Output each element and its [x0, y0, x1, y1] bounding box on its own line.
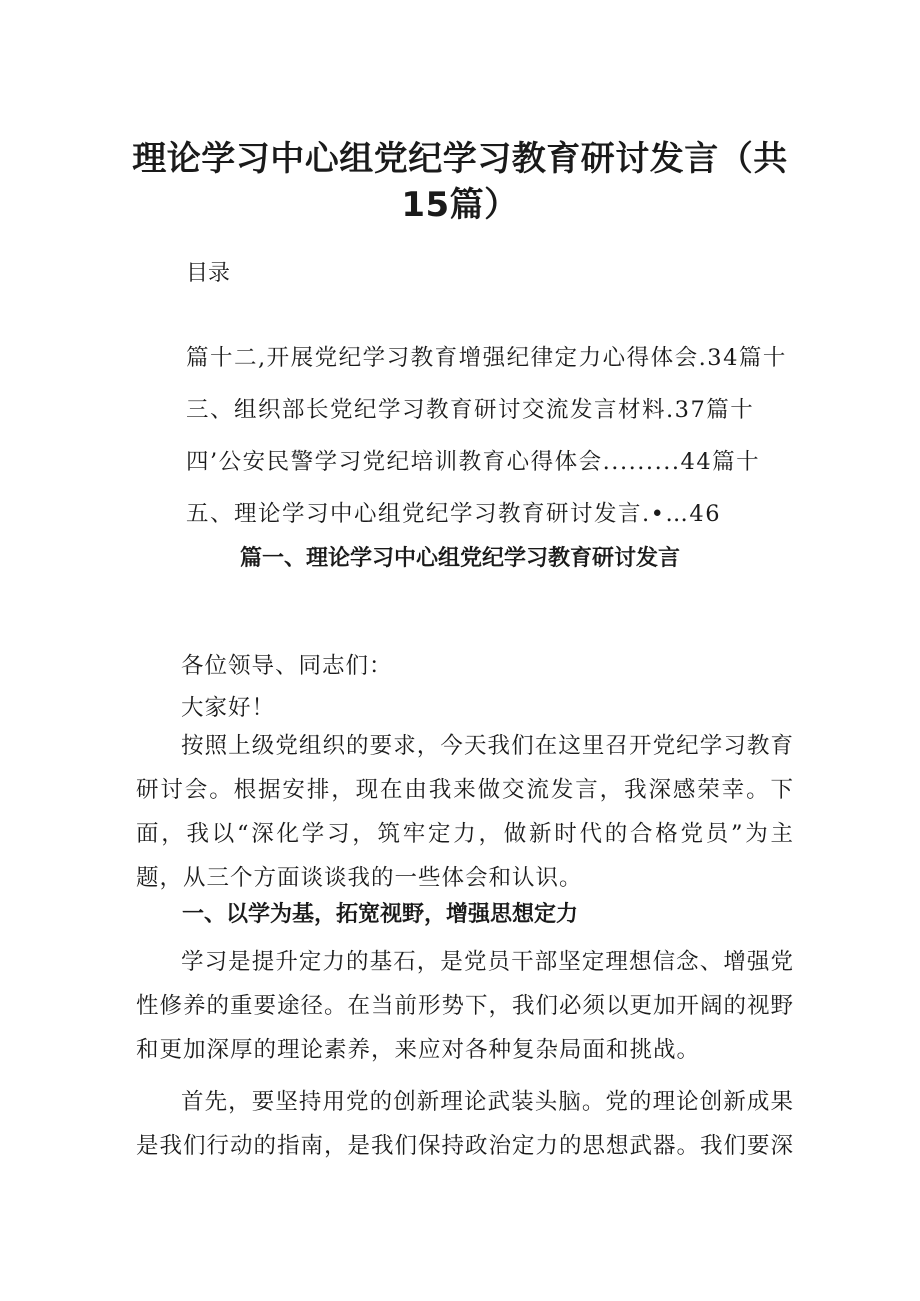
hello-line: 大家好！	[181, 695, 276, 721]
toc-heading: 目录	[186, 261, 231, 286]
subheading-one: 一、以学为基，拓宽视野，增强思想定力	[182, 902, 579, 927]
body-paragraph-2: 首先，要坚持用党的创新理论武装头脑。党的理论创新成果是我们行动的指南，是我们保持政治定力的思想武器。我们要深	[136, 1089, 795, 1159]
toc-entries: 篇十二,开展党纪学习教育增强纪律定力心得体会.34篇十三、组织部长党纪学习教育研讨交流发言材料.37篇十四’公安民警学习党纪培训教育心得体会.........44篇十五、理论学习中心组党纪学习教育研讨发言.•…46	[186, 345, 787, 527]
section-heading: 篇一、理论学习中心组党纪学习教育研讨发言	[239, 546, 680, 571]
greeting-line: 各位领导、同志们：	[181, 653, 393, 679]
body-paragraph-1: 学习是提升定力的基石，是党员干部坚定理想信念、增强党性修养的重要途径。在当前形势下，我们必须以更加开阔的视野和更加深厚的理论素养，来应对各种复杂局面和挑战。	[136, 949, 795, 1063]
intro-paragraph: 按照上级党组织的要求，今天我们在这里召开党纪学习教育研讨会。根据安排，现在由我来做交流发言，我深感荣幸。下面，我以“深化学习，筑牢定力，做新时代的合格党员”为主题，从三个方面谈谈我的一些体会和认识。	[136, 733, 794, 891]
document-title: 理论学习中心组党纪学习教育研讨发言（共15篇）	[132, 139, 788, 225]
